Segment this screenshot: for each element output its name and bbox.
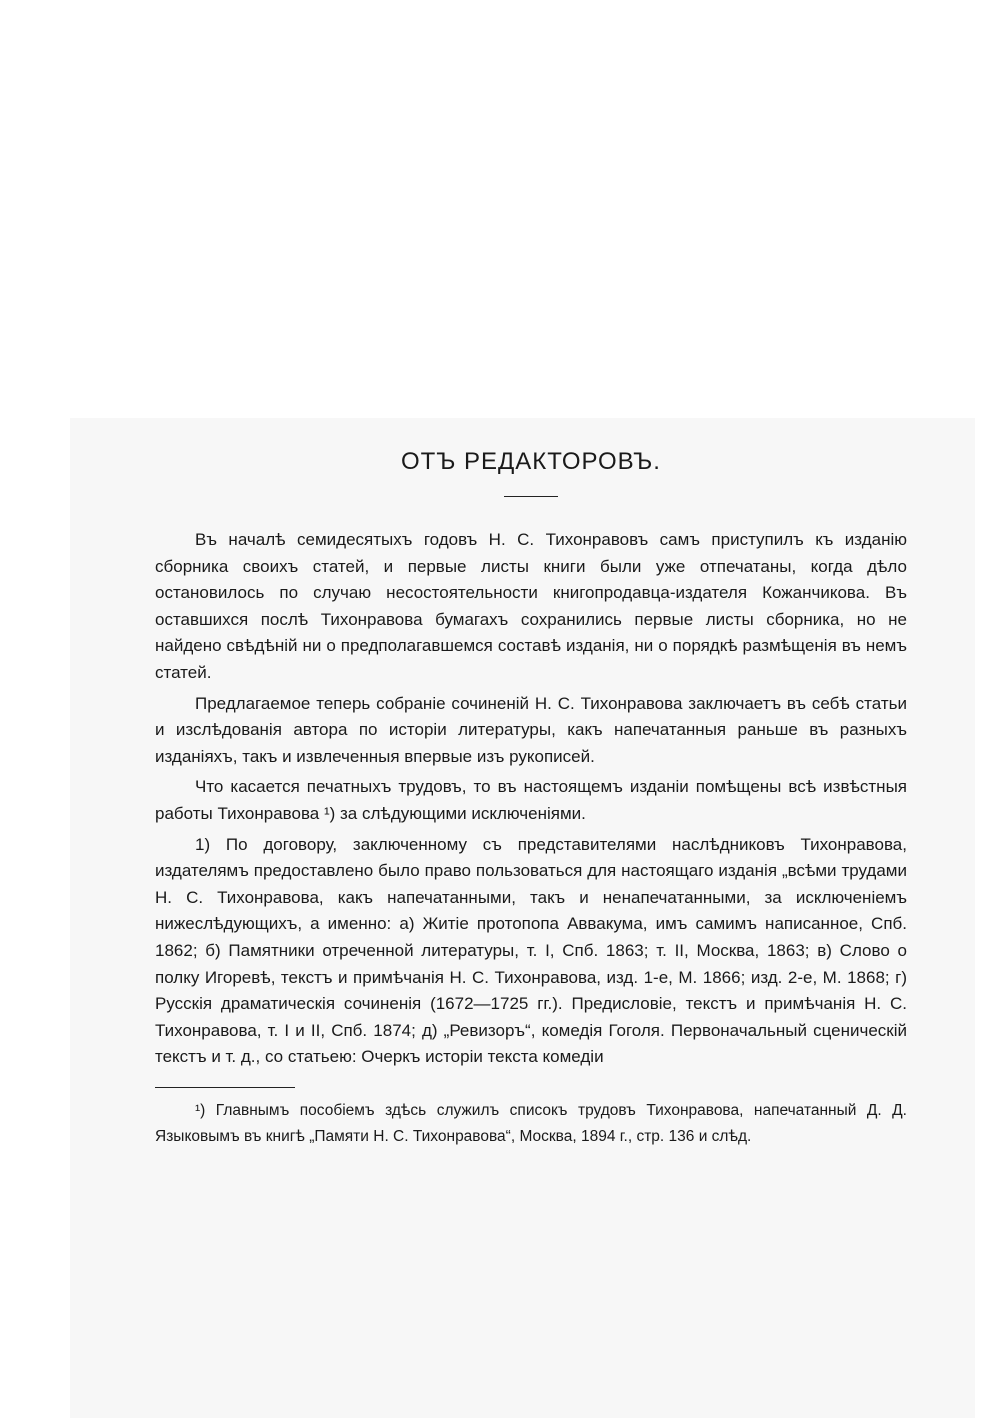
document-page <box>155 440 907 1150</box>
title-divider <box>504 496 558 497</box>
paragraph-3: Что касается печатныхъ трудовъ, то въ настоящемъ изданіи помѣщены всѣ извѣстныя работы Тихонравова ¹) за слѣдующими исключеніями. <box>155 777 907 823</box>
paragraph-1: Въ началѣ семидесятыхъ годовъ Н. С. Тихонравовъ самъ приступилъ къ изданію сборника своихъ статей, и первые листы книги были уже отпечатаны, когда дѣло остановилось по случаю несостоятельности книгопродавца-издателя Кожанчикова. Въ оставшихся послѣ Тихонравова бумагахъ сохранились первые листы сборника, но не найдено свѣдѣній ни о предполагавшемся составѣ изданія, ни о порядкѣ размѣщенія въ немъ статей. <box>155 530 907 682</box>
footnote-divider <box>155 1087 295 1088</box>
footnote: ¹) Главнымъ пособіемъ здѣсь служилъ списокъ трудовъ Тихонравова, напечатанный Д. Д. Языковымъ въ книгѣ „Памяти Н. С. Тихонравова“, Москва, 1894 г., стр. 136 и слѣд. <box>155 1101 907 1145</box>
paragraph-2: Предлагаемое теперь собраніе сочиненій Н. С. Тихонравова заключаетъ въ себѣ статьи и изслѣдованія автора по исторіи литературы, какъ напечатанныя раньше въ разныхъ изданіяхъ, такъ и извлеченныя впервые изъ рукописей. <box>155 693 907 766</box>
paragraph-4: 1) По договору, заключенному съ представителями наслѣдниковъ Тихонравова, издателямъ предоставлено было право пользоваться для настоящаго изданія „всѣми трудами Н. С. Тихонравова, какъ напечатанными, такъ и ненапечатанными, за исключеніемъ нижеслѣдующихъ, а именно: а) Житіе протопопа Аввакума, имъ самимъ написанное, Спб. 1862; б) Памятники отреченной литературы, т. I, Спб. 1863; т. II, Москва, 1863; в) Слово о полку Игоревѣ, текстъ и примѣчанія Н. С. Тихонравова, изд. 1-е, М. 1866; изд. 2-е, М. 1868; г) Русскія драматическія сочиненія (1672—1725 гг.). Предисловіе, текстъ и примѣчанія Н. С. Тихонравова, т. I и II, Спб. 1874; д) „Ревизоръ“, комедія Гоголя. Первоначальный сценическій текстъ и т. д., со статьею: Очеркъ исторіи текста комедіи <box>155 834 907 1067</box>
page-title: ОТЪ РЕДАКТОРОВЪ. <box>401 448 661 475</box>
